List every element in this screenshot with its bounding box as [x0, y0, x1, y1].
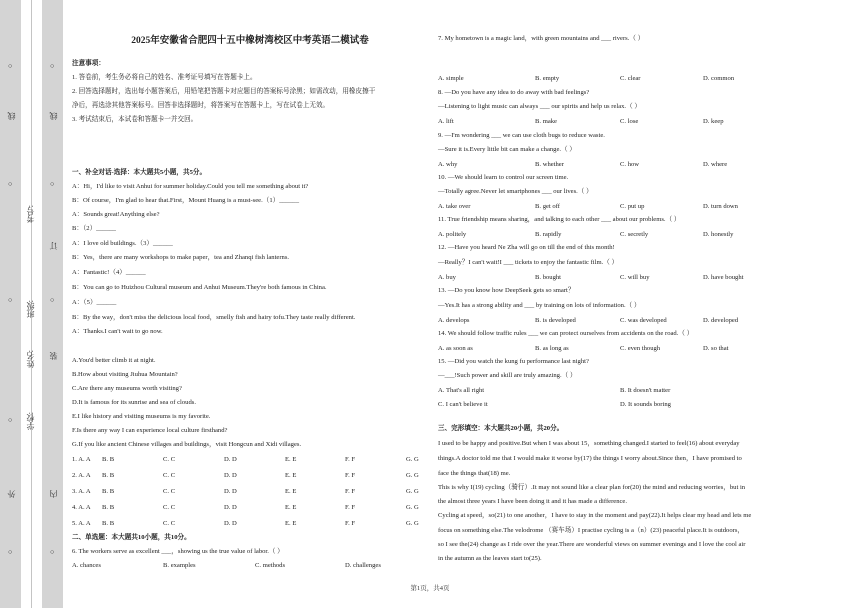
option-a[interactable]: A. why [438, 161, 458, 168]
binding-strip-inner [42, 0, 63, 608]
note-line: 3. 考试结束后，本试卷和答题卡一并交回。 [72, 116, 198, 123]
dialogue-line: B：You can go to Huizhou Cultural museum and Anhui Museum.They're both famous in China. [72, 284, 327, 291]
question-8-prompt: 8. —Do you have any idea to do away with bad feelings? [438, 89, 590, 96]
binding-label-line-inner: 线 [49, 112, 58, 120]
answer-option[interactable]: F. F [345, 472, 356, 479]
option-c[interactable]: C. was developed [620, 317, 667, 324]
binding-circle-icon: ○ [8, 548, 13, 556]
binding-label-inner: 内 [49, 490, 58, 498]
answer-option[interactable]: D. D [224, 520, 237, 527]
question-10-prompt: 10. —We should learn to control our screen time. [438, 174, 569, 181]
answer-option[interactable]: E. E [285, 520, 297, 527]
option-b[interactable]: B. empty [535, 75, 560, 82]
dialogue-line: A：（5）______ [72, 299, 117, 306]
answer-option[interactable]: C. C [163, 520, 176, 527]
option-d[interactable]: D. common [703, 75, 735, 82]
note-line: 1. 答卷前，考生务必将自己的姓名、准考证号填写在答题卡上。 [72, 74, 257, 81]
option-d[interactable]: D. where [703, 161, 728, 168]
option-a[interactable]: A. develops [438, 317, 470, 324]
section-1-heading: 一、补全对话-选择：本大题共5小题，共5分。 [72, 169, 207, 176]
option-a[interactable]: A. as soon as [438, 345, 473, 352]
binding-label-name: 姓名: [26, 350, 35, 369]
binding-label-school: 学校: [26, 412, 35, 431]
question-14: 14. We should follow traffic rules ___ we can protect ourselves from accidents on the road.（ ） [438, 330, 694, 337]
binding-circle-icon: ○ [50, 62, 55, 70]
answer-option[interactable]: B. B [102, 504, 115, 511]
answer-option[interactable]: 4. A. A [72, 504, 91, 511]
dialogue-line: A：Hi，I'd like to visit Anhui for summer holiday.Could you tell me something about it? [72, 183, 309, 190]
passage-line: things.A doctor told me that I would make it worse by(17) the things I worry about.Since then，I have promised to [438, 455, 742, 462]
answer-option[interactable]: G. G [406, 520, 419, 527]
answer-option[interactable]: C. C [163, 488, 176, 495]
binding-circle-icon: ○ [50, 548, 55, 556]
option-a[interactable]: A. take over [438, 203, 471, 210]
answer-option[interactable]: F. F [345, 456, 356, 463]
question-12-response: —Really？I can't wait!I ___ tickets to enjoy the fantastic film.（ ） [438, 259, 619, 266]
dialogue-line: A：Thanks.I can't wait to go now. [72, 328, 163, 335]
choice-line: C.Are there any museums worth visiting? [72, 385, 182, 392]
choice-line: E.I like history and visiting museums is my favorite. [72, 413, 211, 420]
answer-option[interactable]: D. D [224, 488, 237, 495]
question-6: 6. The workers serve as excellent ___，showing us the true value of labor.（ ） [72, 548, 284, 555]
option-c[interactable]: C. will buy [620, 274, 650, 281]
option-c[interactable]: C. how [620, 161, 640, 168]
option-d[interactable]: D. challenges [345, 562, 381, 569]
answer-option[interactable]: D. D [224, 504, 237, 511]
answer-option[interactable]: B. B [102, 488, 115, 495]
option-b[interactable]: B. bought [535, 274, 562, 281]
question-7: 7. My hometown is a magic land，with green mountains and ___ rivers.（ ） [438, 35, 645, 42]
passage-line: face the things that(18) me. [438, 470, 511, 477]
option-a[interactable]: A. chances [72, 562, 101, 569]
choice-line: A.You'd better climb it at night. [72, 357, 156, 364]
option-d[interactable]: D. so that [703, 345, 729, 352]
passage-line: focus on something else.The velodrome （赛车场）I practise cycling is a（n）(23) peaceful place.It is outdoors， [438, 527, 744, 534]
answer-option[interactable]: E. E [285, 472, 297, 479]
option-b[interactable]: B. get off [535, 203, 560, 210]
question-9-prompt: 9. —I'm wondering ___ we can use cloth bugs to reduce waste. [438, 132, 605, 139]
passage-line: the almost three years I have been doing it and it has made a difference. [438, 498, 628, 505]
question-11: 11. True friendship means sharing，and talking to each other ___ about our problems.（ ） [438, 216, 681, 223]
answer-option[interactable]: F. F [345, 504, 356, 511]
binding-circle-icon: ○ [8, 180, 13, 188]
answer-option[interactable]: G. G [406, 504, 419, 511]
binding-label-class: 班级: [26, 300, 35, 319]
choice-line: G.If you like ancient Chinese villages and buildings，visit Hongcun and Xidi villages. [72, 441, 302, 448]
option-b[interactable]: B. is developed [535, 317, 576, 324]
notes-heading: 注意事项： [72, 60, 105, 67]
option-c[interactable]: C. methods [255, 562, 286, 569]
answer-option[interactable]: G. G [406, 456, 419, 463]
answer-option[interactable]: F. F [345, 520, 356, 527]
option-c[interactable]: C. even though [620, 345, 661, 352]
answer-option[interactable]: C. C [163, 504, 176, 511]
question-13-prompt: 13. —Do you know how DeepSeek gets so smart？ [438, 287, 575, 294]
option-a[interactable]: A. buy [438, 274, 456, 281]
option-d[interactable]: D. have bought [703, 274, 744, 281]
answer-option[interactable]: E. E [285, 504, 297, 511]
answer-option[interactable]: 1. A. A [72, 456, 91, 463]
answer-option[interactable]: B. B [102, 456, 115, 463]
passage-line: in the autumn as the leaves start to(25). [438, 555, 542, 562]
answer-option[interactable]: D. D [224, 472, 237, 479]
dialogue-line: B：By the way，don't miss the delicious local food，smelly fish and hairy tofu.They taste really different. [72, 314, 356, 321]
option-d[interactable]: D. keep [703, 118, 724, 125]
answer-option[interactable]: G. G [406, 488, 419, 495]
answer-option[interactable]: G. G [406, 472, 419, 479]
question-10-response: —Totally agree.Never let smartphones ___ our lives.（ ） [438, 188, 593, 195]
option-d[interactable]: D. turn down [703, 203, 738, 210]
answer-option[interactable]: E. E [285, 456, 297, 463]
option-d[interactable]: D. It sounds boring [620, 401, 671, 408]
option-a[interactable]: A. simple [438, 75, 464, 82]
choice-line: B.How about visiting Jiuhua Mountain? [72, 371, 178, 378]
answer-option[interactable]: B. B [102, 520, 115, 527]
dialogue-line: A：Sounds great!Anything else? [72, 211, 160, 218]
binding-label-bind: 订 [49, 242, 58, 250]
answer-option[interactable]: C. C [163, 456, 176, 463]
binding-label-install: 装 [49, 352, 58, 360]
option-c[interactable]: C. clear [620, 75, 641, 82]
option-d[interactable]: D. honestly [703, 231, 734, 238]
binding-label-line-outer: 线 [7, 112, 16, 120]
dialogue-line: B：Yes，there are many workshops to make paper，tea and Zhanqi fish lanterns. [72, 254, 290, 261]
option-c[interactable]: C. secretly [620, 231, 649, 238]
passage-line: Cycling at speed，so(21) to one another，I have to stay in the moment and pay(22).It helps clear my head and lets me [438, 512, 752, 519]
dialogue-line: B：（2）______ [72, 225, 116, 232]
exam-title: 2025年安徽省合肥四十五中橡树湾校区中考英语二模试卷 [131, 36, 369, 46]
answer-option[interactable]: E. E [285, 488, 297, 495]
answer-option[interactable]: B. B [102, 472, 115, 479]
option-b[interactable]: B. make [535, 118, 557, 125]
option-b[interactable]: B. as long as [535, 345, 569, 352]
binding-circle-icon: ○ [50, 296, 55, 304]
option-a[interactable]: A. politely [438, 231, 467, 238]
question-15-response: —___!Such power and skill are truly amazing.（ ） [438, 372, 577, 379]
passage-line: This is why I(19) cycling（骑行）.It may not sound like a clear plan for(20) the mind and reducing worries，but in [438, 484, 746, 491]
question-12-prompt: 12. —Have you heard Ne Zha will go on till the end of this month! [438, 244, 615, 251]
passage-line: so I see the(24) change as I ride over the year.There are wonderful views on summer evenings and I love the cool air [438, 541, 746, 548]
binding-circle-icon: ○ [8, 296, 13, 304]
question-13-response: —Yes.It has a strong ability and ___ by training on lots of information.（ ） [438, 302, 641, 309]
binding-strip-outer [0, 0, 21, 608]
dialogue-line: B：Of course，I'm glad to hear that.First，Mount Huang is a must-see.（1）______ [72, 197, 299, 204]
answer-option[interactable]: D. D [224, 456, 237, 463]
binding-circle-icon: ○ [8, 416, 13, 424]
option-a[interactable]: A. That's all right [438, 387, 485, 394]
binding-label-exam-no: 考号: [26, 205, 35, 224]
choice-line: F.Is there any way I can experience local culture firsthand? [72, 427, 228, 434]
option-c[interactable]: C. I can't believe it [438, 401, 488, 408]
choice-line: D.It is famous for its sunrise and sea of clouds. [72, 399, 196, 406]
option-b[interactable]: B. examples [163, 562, 196, 569]
option-b[interactable]: B. whether [535, 161, 564, 168]
question-9-response: —Sure it is.Every little bit can make a change.（ ） [438, 146, 576, 153]
section-2-heading: 二、单选题：本大题共10小题，共10分。 [72, 534, 191, 541]
option-c[interactable]: C. lose [620, 118, 639, 125]
note-line: 2. 回答选择题时，选出每小题答案后，用铅笔把答题卡对应题目的答案标号涂黑；如需改动，用橡皮擦干 [72, 88, 376, 95]
option-c[interactable]: C. put up [620, 203, 645, 210]
binding-label-outer: 外 [7, 490, 16, 498]
note-line: 净后，再选涂其他答案标号。回答非选择题时，将答案写在答题卡上，写在试卷上无效。 [72, 102, 330, 109]
dialogue-line: A：I love old buildings.（3）______ [72, 240, 173, 247]
binding-circle-icon: ○ [8, 62, 13, 70]
question-15-prompt: 15. —Did you watch the kung fu performance last night? [438, 358, 589, 365]
binding-circle-icon: ○ [50, 180, 55, 188]
dialogue-line: A：Fantastic!（4）______ [72, 269, 146, 276]
answer-option[interactable]: F. F [345, 488, 356, 495]
answer-option[interactable]: 2. A. A [72, 472, 91, 479]
option-b[interactable]: B. rapidly [535, 231, 562, 238]
section-3-heading: 三、完形填空：本大题共20小题，共20分。 [438, 425, 564, 432]
question-8-response: —Listening to light music can always ___ our spirits and help us relax.（ ） [438, 103, 641, 110]
answer-option[interactable]: 5. A. A [72, 520, 91, 527]
answer-option[interactable]: C. C [163, 472, 176, 479]
option-d[interactable]: D. developed [703, 317, 739, 324]
option-b[interactable]: B. It doesn't matter [620, 387, 671, 394]
answer-option[interactable]: 3. A. A [72, 488, 91, 495]
page-number: 第1页，共4页 [410, 585, 450, 592]
option-a[interactable]: A. lift [438, 118, 454, 125]
passage-line: I used to be happy and positive.But when I was about 15，something changed.I started to feel(16) about everyday [438, 440, 740, 447]
